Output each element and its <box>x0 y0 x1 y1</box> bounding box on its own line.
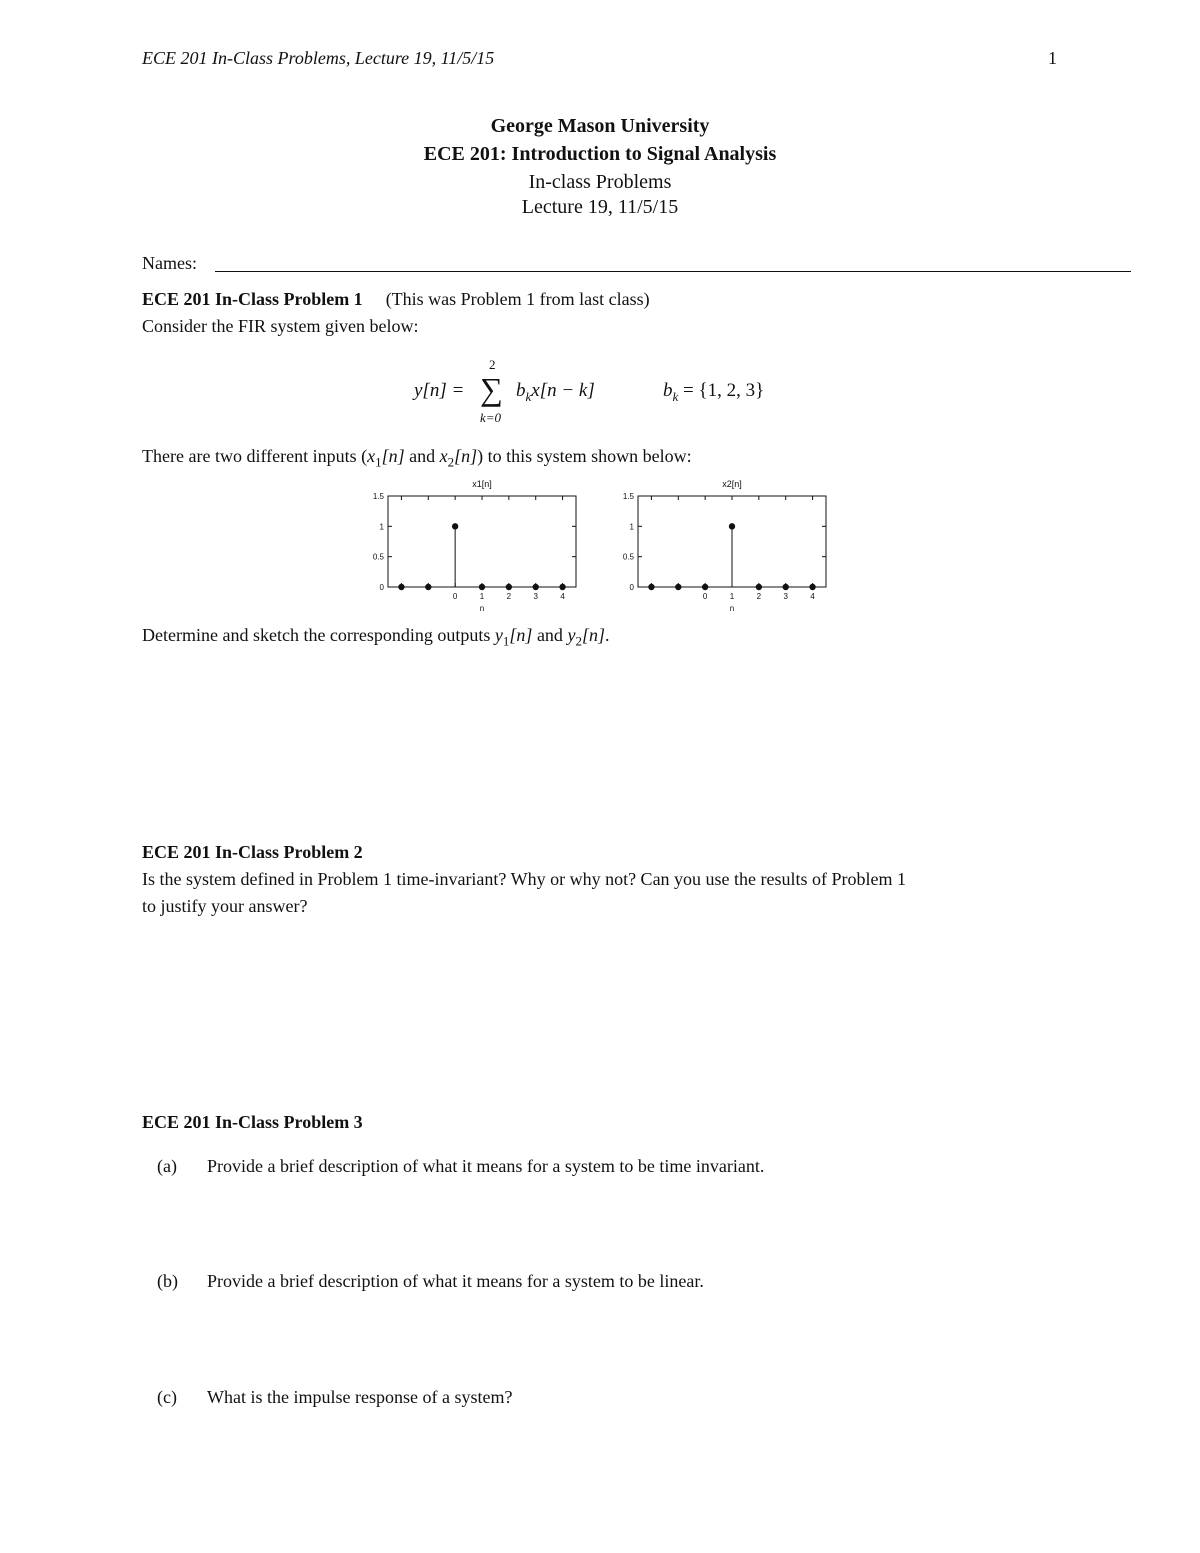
inputs-text-b: ) to this system shown below: <box>477 446 692 466</box>
plot-title: x1[n] <box>472 479 492 489</box>
problem3-part-b <box>157 1271 704 1292</box>
x-tick-label: 3 <box>783 592 788 601</box>
problem1-intro: Consider the FIR system given below: <box>142 316 419 336</box>
stem-marker <box>533 584 539 590</box>
inputs-x2: x <box>439 446 448 466</box>
problem2-line1: Is the system defined in Problem 1 time-invariant? Why or why not? Can you use the results of Problem 1 <box>142 869 907 889</box>
summand-rest: x[n − k] <box>531 380 595 401</box>
coef-b: b <box>663 380 673 401</box>
stem-marker <box>809 584 815 590</box>
equation-summand <box>516 380 595 405</box>
stem-marker <box>648 584 654 590</box>
page-number: 1 <box>1048 48 1057 68</box>
x-axis-label: n <box>729 604 735 613</box>
inputs-sentence <box>142 446 692 471</box>
y-tick-label: 1.5 <box>622 492 634 501</box>
x-tick-label: 4 <box>810 592 815 601</box>
problem3-part-c <box>157 1387 512 1408</box>
x-axis-label: n <box>479 604 485 613</box>
y-tick-label: 0.5 <box>622 552 634 562</box>
x-tick-label: 2 <box>756 592 762 601</box>
stem-marker <box>425 584 431 590</box>
part-c-text: What is the impulse response of a system? <box>207 1387 513 1407</box>
inputs-x2-arg: [n] <box>454 446 478 466</box>
fir-equation <box>0 355 1200 425</box>
stem-marker <box>506 584 512 590</box>
problem1-header-line <box>142 289 650 310</box>
y-tick-label: 0 <box>379 583 384 592</box>
part-a-text: Provide a brief description of what it means for a system to be time invariant. <box>207 1156 765 1176</box>
inputs-x1-arg: [n] <box>381 446 405 466</box>
inputs-x1: x <box>367 446 376 466</box>
summand-sub: k <box>525 388 532 404</box>
determine-sentence <box>142 625 609 650</box>
document-type: In-class Problems <box>528 171 672 193</box>
lecture-info: Lecture 19, 11/5/15 <box>521 196 679 218</box>
running-header: ECE 201 In-Class Problems, Lecture 19, 11/5/15 <box>142 48 495 68</box>
coefficients <box>663 380 764 405</box>
problem2-line2: to justify your answer? <box>142 896 308 916</box>
y-tick-label: 1 <box>629 522 634 532</box>
coef-values: = {1, 2, 3} <box>683 380 765 401</box>
x-tick-label: 1 <box>729 592 735 601</box>
determine-y2: y <box>567 625 576 645</box>
determine-y1-sub: 1 <box>502 633 510 649</box>
problem3-part-a <box>157 1156 764 1177</box>
stem-marker <box>783 584 789 590</box>
determine-end: . <box>604 625 610 645</box>
inputs-x2-sub: 2 <box>447 454 455 470</box>
stem-marker <box>479 584 485 590</box>
stem-marker <box>675 584 681 590</box>
determine-y2-arg: [n] <box>581 625 605 645</box>
plot-frame <box>388 496 576 587</box>
equation-lhs: y[n] = <box>414 380 465 401</box>
plot-title: x2[n] <box>722 479 742 489</box>
part-a-label: (a) <box>157 1156 177 1176</box>
problem1-heading: ECE 201 In-Class Problem 1 <box>142 289 363 309</box>
names-blank-line <box>215 271 1131 272</box>
x-tick-label: 0 <box>702 592 708 601</box>
stem-marker <box>756 584 762 590</box>
inputs-x1-sub: 1 <box>375 454 382 470</box>
determine-y1-arg: [n] <box>509 625 533 645</box>
summand-b: b <box>516 380 526 401</box>
problem2-heading: ECE 201 In-Class Problem 2 <box>142 842 363 862</box>
x-tick-label: 2 <box>506 592 512 601</box>
inputs-and: and <box>404 446 440 466</box>
y-tick-label: 1.5 <box>372 492 384 501</box>
problem3-heading: ECE 201 In-Class Problem 3 <box>142 1112 363 1132</box>
part-c-label: (c) <box>157 1387 177 1407</box>
stem-marker <box>398 584 404 590</box>
sum-lower-limit: k=0 <box>480 410 502 425</box>
part-b-label: (b) <box>157 1271 178 1291</box>
names-label: Names: <box>142 253 197 273</box>
problem1-note: (This was Problem 1 from last class) <box>385 289 650 309</box>
x-tick-label: 0 <box>452 592 458 601</box>
course-title: ECE 201: Introduction to Signal Analysis <box>423 143 777 165</box>
x-tick-label: 4 <box>560 592 565 601</box>
determine-and: and <box>532 625 568 645</box>
part-b-text: Provide a brief description of what it means for a system to be linear. <box>207 1271 704 1291</box>
stem-marker <box>452 523 458 529</box>
determine-text: Determine and sketch the corresponding outputs <box>142 625 495 645</box>
determine-y1: y <box>494 625 503 645</box>
stem-plot-x1 <box>360 474 590 614</box>
y-tick-label: 1 <box>379 522 384 532</box>
sum-upper-limit: 2 <box>489 357 496 372</box>
stem-plot-x2 <box>610 474 840 614</box>
inputs-text-a: There are two different inputs ( <box>142 446 368 466</box>
university-title: George Mason University <box>490 115 710 137</box>
coef-sub: k <box>672 388 679 404</box>
x-tick-label: 3 <box>533 592 538 601</box>
determine-y2-sub: 2 <box>575 633 582 649</box>
y-tick-label: 0.5 <box>372 552 384 562</box>
x-tick-label: 1 <box>479 592 485 601</box>
stem-marker <box>702 584 708 590</box>
summation-symbol: ∑ <box>480 371 503 407</box>
y-tick-label: 0 <box>629 583 634 592</box>
stem-marker <box>559 584 565 590</box>
stem-marker <box>729 523 735 529</box>
